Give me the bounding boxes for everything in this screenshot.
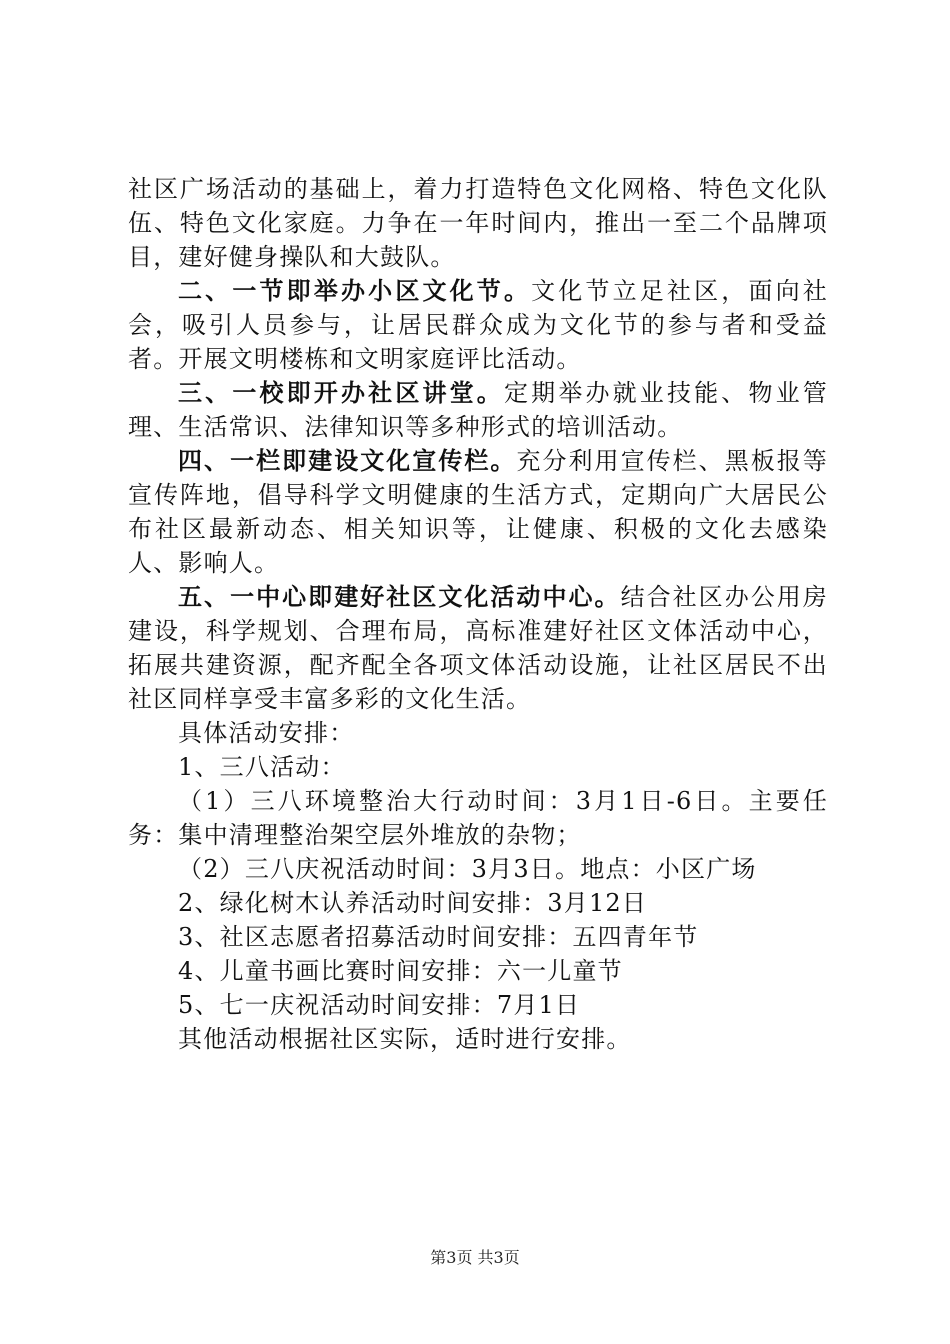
page-footer: 第3页 共3页	[430, 1248, 520, 1267]
intro-paragraph: 社区广场活动的基础上，着力打造特色文化网格、特色文化队伍、特色文化家庭。力争在一年时间内，推出一至二个品牌项目，建好健身操队和大鼓队。	[128, 175, 828, 271]
section-4-body: 充分利用宣传栏、黑板报等宣传阵地，倡导科学文明健康的生活方式，定期向广大居民公布社区最新动态、相关知识等，让健康、积极的文化去感染人、影响人。	[128, 447, 828, 577]
schedule-item-1-sub-2: （2）三八庆祝活动时间：3月3日。地点：小区广场	[178, 855, 757, 883]
schedule-item-5: 5、七一庆祝活动时间安排：7月1日	[178, 991, 581, 1019]
schedule-item-4: 4、儿童书画比赛时间安排：六一儿童节	[178, 957, 623, 985]
document-body	[128, 172, 828, 1056]
schedule-item-1: 1、三八活动：	[178, 753, 346, 781]
schedule-title: 具体活动安排：	[178, 719, 355, 747]
section-5-heading: 五、一中心即建好社区文化活动中心。	[178, 582, 621, 611]
section-3-heading: 三、一校即开办社区讲堂。	[178, 378, 504, 407]
section-2-heading: 二、一节即举办小区文化节。	[178, 276, 532, 305]
schedule-item-3: 3、社区志愿者招募活动时间安排：五四青年节	[178, 923, 699, 951]
schedule-closing: 其他活动根据社区实际，适时进行安排。	[178, 1025, 632, 1053]
section-4-heading: 四、一栏即建设文化宣传栏。	[178, 446, 517, 475]
section-3-paragraph	[128, 376, 828, 444]
section-2-paragraph	[128, 274, 828, 376]
section-2-body: 文化节立足社区，面向社会，吸引人员参与，让居民群众成为文化节的参与者和受益者。开展文明楼栋和文明家庭评比活动。	[128, 277, 828, 373]
schedule-item-1-sub-1: （1）三八环境整治大行动时间：3月1日-6日。主要任务：集中清理整治架空层外堆放的杂物；	[128, 787, 828, 849]
section-3-body: 定期举办就业技能、物业管理、生活常识、法律知识等多种形式的培训活动。	[128, 379, 828, 441]
section-4-paragraph	[128, 444, 828, 580]
section-5-body: 结合社区办公用房建设，科学规划、合理布局，高标准建好社区文体活动中心，拓展共建资源，配齐配全各项文体活动设施，让社区居民不出社区同样享受丰富多彩的文化生活。	[128, 583, 828, 713]
schedule-item-2: 2、绿化树木认养活动时间安排：3月12日	[178, 889, 648, 917]
section-5-paragraph	[128, 580, 828, 716]
